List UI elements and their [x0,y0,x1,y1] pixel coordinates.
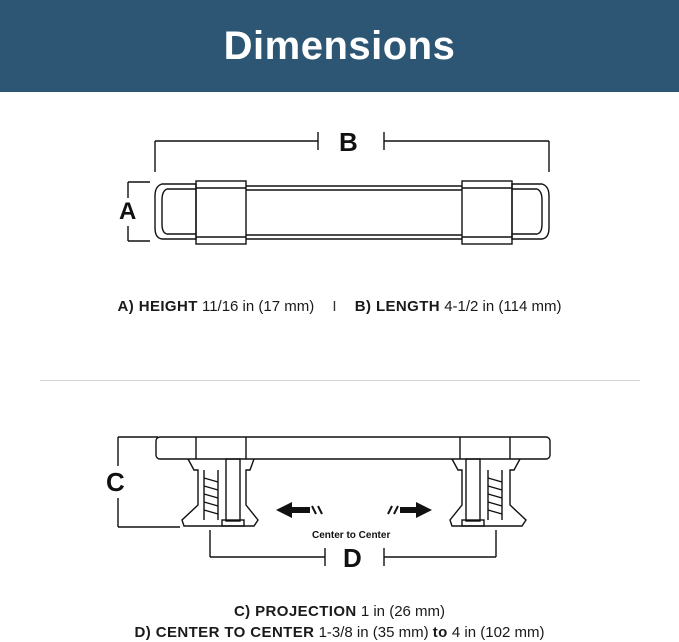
dimension-d-label: D [343,543,362,573]
dimension-a-label: A [119,198,137,225]
center-to-center-spec [0,624,679,641]
projection-label: C) PROJECTION [233,603,357,620]
height-value: 11/16 in (17 mm) [201,298,315,315]
length-label: B) LENGTH [354,298,441,315]
projection-spec [0,603,679,620]
page-title: Dimensions [223,23,456,68]
height-label: A) HEIGHT [117,298,198,315]
handle-front-view [118,437,550,566]
adjustable-arrow-left-icon [276,502,322,518]
center-label: D) CENTER TO CENTER [134,624,315,641]
dimension-c-label: C [106,467,125,497]
dimension-b-label: B [339,127,358,157]
height-length-specs [0,298,679,315]
spec-separator: I [332,298,337,315]
center-value-min: 1-3/8 in (35 mm) [318,624,429,641]
section-divider [40,380,640,381]
center-to-center-note: Center to Center [312,530,391,541]
length-value: 4-1/2 in (114 mm) [444,298,562,315]
center-value-max: 4 in (102 mm) [451,624,545,641]
projection-value: 1 in (26 mm) [360,603,446,620]
adjustable-arrow-right-icon [388,502,432,518]
center-to-word: to [432,624,448,641]
